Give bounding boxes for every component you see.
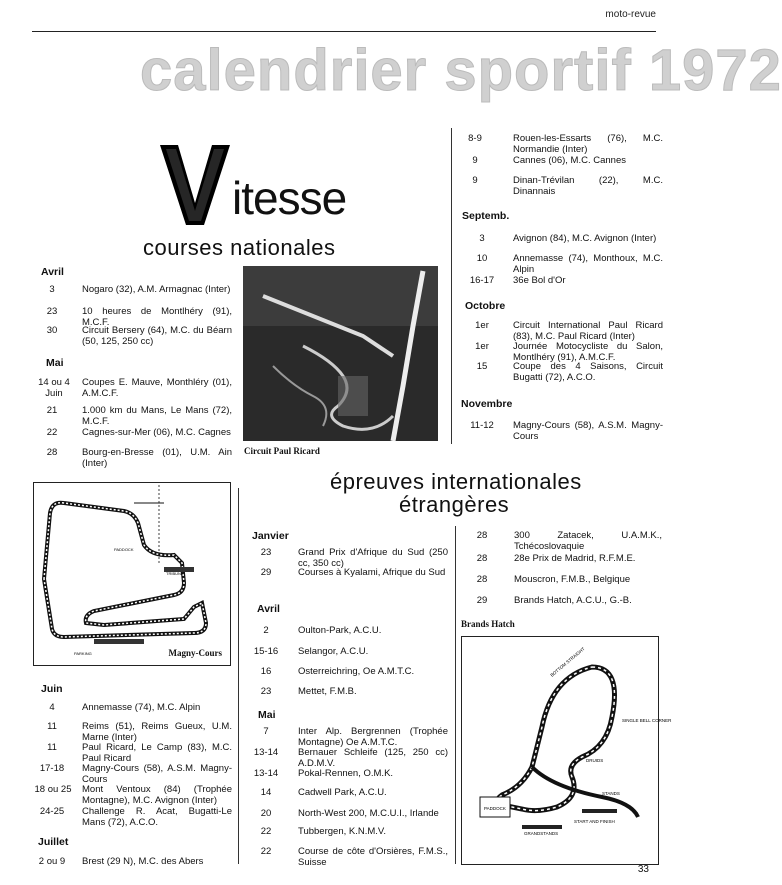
section-heading-nationales: courses nationales bbox=[143, 235, 336, 260]
header-rule bbox=[32, 31, 656, 32]
svg-text:SINGLE BELL CORNER: SINGLE BELL CORNER bbox=[622, 718, 672, 723]
month-mai: Mai bbox=[46, 357, 64, 369]
map-caption: Brands Hatch bbox=[461, 619, 515, 629]
aerial-photo-image bbox=[243, 266, 438, 441]
month-mai-int: Mai bbox=[258, 709, 276, 721]
column-divider bbox=[238, 488, 239, 864]
month-juin: Juin bbox=[41, 683, 63, 695]
page-title: calendrier sportif 1972 bbox=[140, 38, 782, 103]
month-juillet: Juillet bbox=[38, 836, 69, 848]
magny-cours-track-icon bbox=[34, 483, 230, 665]
photo-caption: Circuit Paul Ricard bbox=[244, 446, 320, 456]
month-janvier: Janvier bbox=[252, 530, 289, 542]
month-novembre: Novembre bbox=[461, 398, 513, 410]
svg-text:PARKING: PARKING bbox=[74, 651, 92, 656]
month-octobre: Octobre bbox=[465, 300, 506, 312]
page-number: 33 bbox=[637, 864, 649, 875]
svg-text:DRUIDS: DRUIDS bbox=[586, 758, 604, 763]
month-septembre: Septemb. bbox=[462, 210, 510, 222]
brands-hatch-track-icon bbox=[462, 637, 672, 864]
column-divider bbox=[451, 128, 452, 444]
brands-hatch-map bbox=[461, 636, 672, 865]
circuit-photo bbox=[243, 266, 438, 441]
magny-cours-map bbox=[33, 482, 231, 666]
svg-text:PADDOCK: PADDOCK bbox=[484, 806, 506, 811]
svg-text:TRIBUNE: TRIBUNE bbox=[166, 571, 184, 576]
svg-text:BOTTOM STRAIGHT: BOTTOM STRAIGHT bbox=[549, 646, 586, 678]
magazine-name: moto-revue bbox=[605, 9, 656, 20]
map-caption: Magny-Cours bbox=[168, 648, 222, 658]
svg-text:GRANDSTANDS: GRANDSTANDS bbox=[524, 831, 559, 836]
month-avril-int: Avril bbox=[257, 603, 280, 615]
vitesse-v-logo bbox=[158, 143, 232, 227]
svg-text:STANDS: STANDS bbox=[602, 791, 620, 796]
section-heading-etrangeres: étrangères bbox=[399, 492, 510, 517]
svg-text:PADDOCK: PADDOCK bbox=[114, 547, 134, 552]
section-heading-internationales: épreuves internationales bbox=[330, 469, 582, 494]
svg-text:START AND FINISH: START AND FINISH bbox=[574, 819, 615, 824]
column-divider bbox=[455, 526, 456, 864]
month-avril: Avril bbox=[41, 266, 64, 278]
vitesse-logo-text: itesse bbox=[232, 172, 347, 224]
